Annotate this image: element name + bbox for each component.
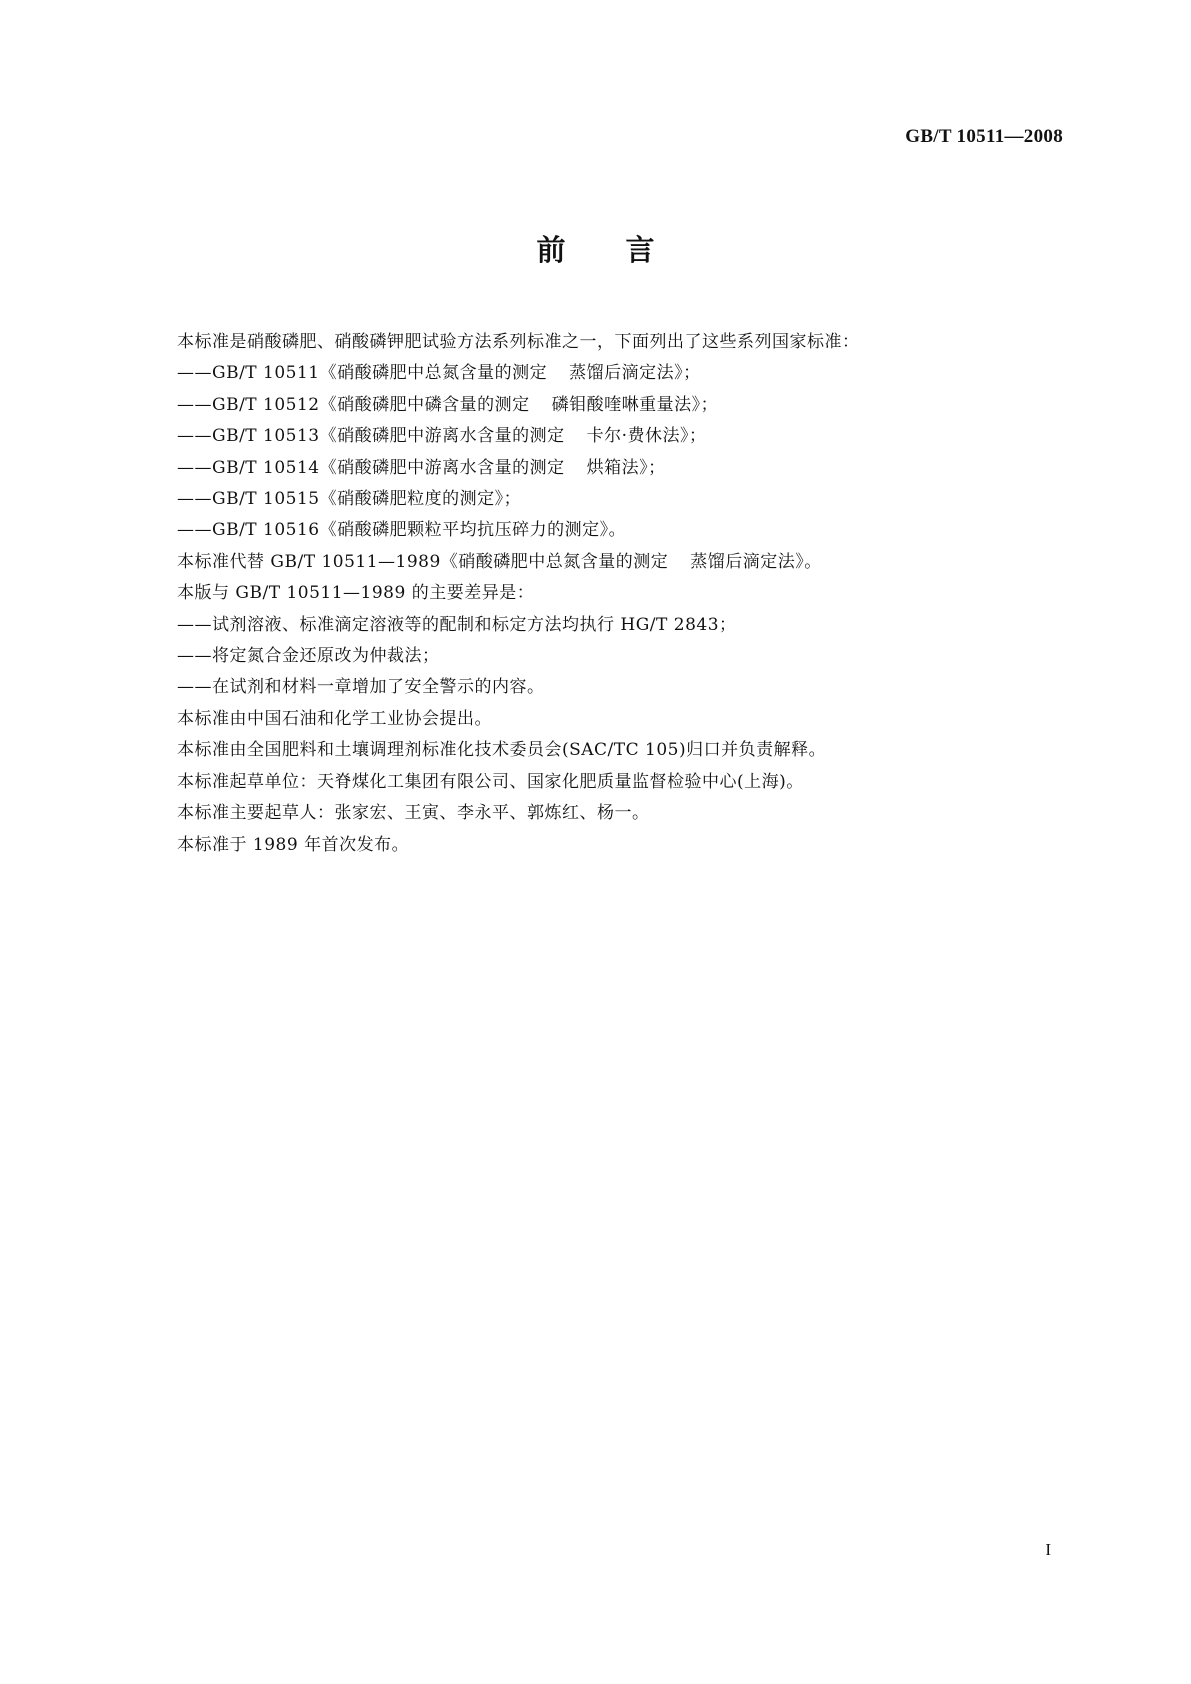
- list-item: [177, 358, 1057, 389]
- line-text: 本标准代替 GB/T 10511—1989《硝酸磷肥中总氮含量的测定: [177, 551, 669, 572]
- body-line: [177, 830, 1057, 861]
- list-item: [177, 453, 1057, 484]
- line-text: 本标准于 1989 年首次发布。: [177, 834, 410, 855]
- body-line: [177, 767, 1057, 798]
- line-text: ——GB/T 10511《硝酸磷肥中总氮含量的测定: [177, 363, 548, 384]
- line-text: ——GB/T 10514《硝酸磷肥中游离水含量的测定: [177, 457, 565, 478]
- body-line: [177, 327, 1057, 358]
- line-text: ——GB/T 10515《硝酸磷肥粒度的测定》；: [177, 489, 522, 510]
- line-text: ——试剂溶液、标准滴定溶液等的配制和标定方法均执行 HG/T 2843；: [177, 614, 737, 635]
- page-title: 前言: [536, 233, 715, 267]
- list-item: [177, 515, 1057, 546]
- line-suffix: 蒸馏后滴定法》。: [690, 551, 822, 572]
- line-text: 本标准主要起草人：张家宏、王寅、李永平、郭炼红、杨一。: [177, 803, 650, 824]
- line-suffix: 烘箱法》；: [586, 457, 666, 478]
- body-line: [177, 704, 1057, 735]
- line-suffix: 蒸馏后滴定法》；: [569, 363, 701, 384]
- list-item: [177, 390, 1057, 421]
- list-item: [177, 421, 1057, 452]
- list-item: [177, 610, 1057, 641]
- line-suffix: 磷钼酸喹啉重量法》；: [551, 394, 719, 415]
- line-text: ——GB/T 10513《硝酸磷肥中游离水含量的测定: [177, 426, 565, 447]
- body-line: [177, 578, 1057, 609]
- list-item: [177, 672, 1057, 703]
- line-text: 本标准由中国石油和化学工业协会提出。: [177, 708, 492, 729]
- list-item: [177, 641, 1057, 672]
- line-text: ——GB/T 10512《硝酸磷肥中磷含量的测定: [177, 394, 530, 415]
- body-line: [177, 547, 1057, 578]
- line-text: ——GB/T 10516《硝酸磷肥颗粒平均抗压碎力的测定》。: [177, 520, 627, 541]
- list-item: [177, 484, 1057, 515]
- foreword-body: [177, 327, 1057, 861]
- line-text: ——将定氮合金还原改为仲裁法；: [177, 646, 440, 667]
- page-number: I: [1045, 1540, 1051, 1559]
- line-text: 本标准由全国肥料和土壤调理剂标准化技术委员会(SAC/TC 105)归口并负责解释。: [177, 740, 827, 761]
- line-text: 本版与 GB/T 10511—1989 的主要差异是：: [177, 583, 535, 604]
- standard-code: GB/T 10511—2008: [905, 126, 1063, 147]
- line-text: 本标准是硝酸磷肥、硝酸磷钾肥试验方法系列标准之一，下面列出了这些系列国家标准：: [177, 332, 860, 352]
- line-text: 本标准起草单位：天脊煤化工集团有限公司、国家化肥质量监督检验中心(上海)。: [177, 771, 804, 792]
- body-line: [177, 735, 1057, 766]
- body-line: [177, 798, 1057, 829]
- line-text: ——在试剂和材料一章增加了安全警示的内容。: [177, 677, 545, 698]
- line-suffix: 卡尔·费休法》；: [586, 426, 707, 447]
